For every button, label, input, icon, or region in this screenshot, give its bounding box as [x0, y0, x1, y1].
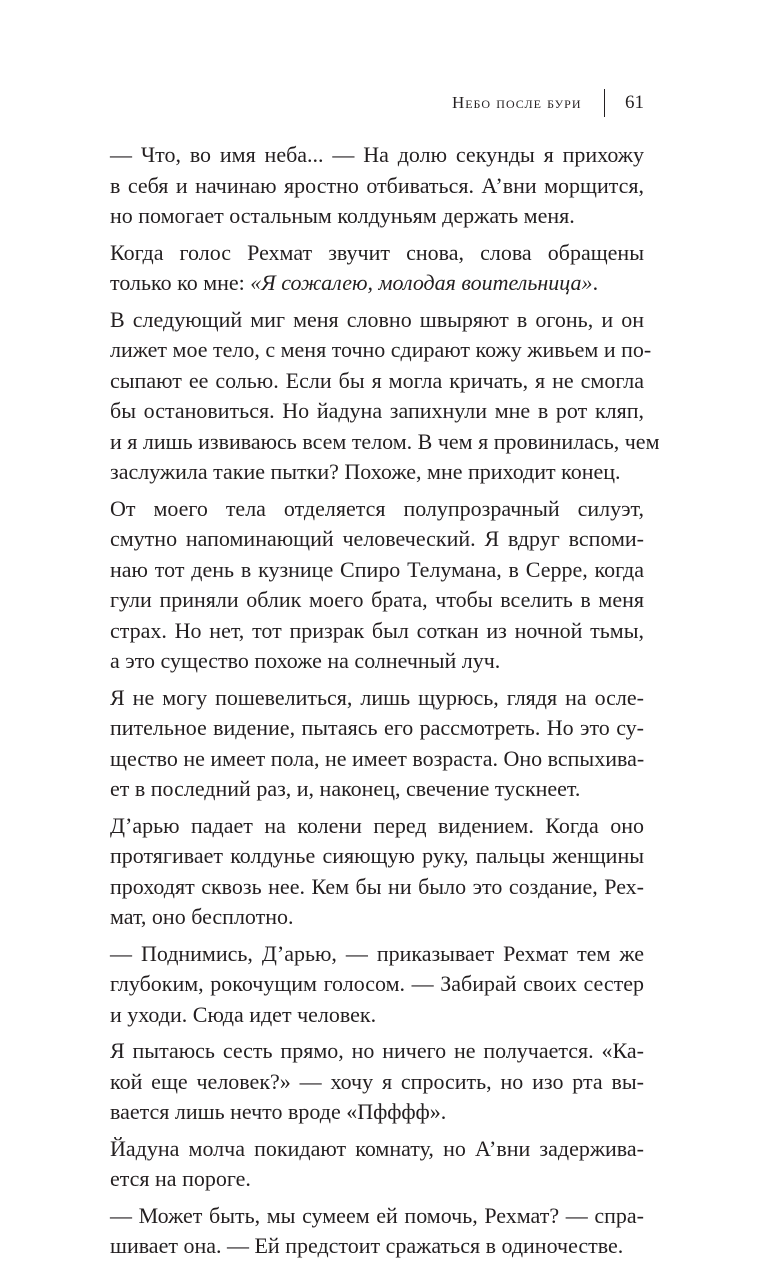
page-number: 61 — [625, 92, 644, 113]
text-line: смутно напоминающий человеческий. Я вдруг вспоми- — [110, 526, 644, 551]
paragraph — [110, 939, 644, 1031]
text-line: и уходи. Сюда идет человек. — [110, 1001, 377, 1027]
text-line: а это существо похоже на солнечный луч. — [110, 648, 501, 673]
text-line — [110, 268, 644, 299]
text-line: наю тот день в кузнице Спиро Телумана, в Серре, когда — [110, 556, 644, 582]
text-line: ет в последний раз, и, наконец, свечение тускнеет. — [110, 776, 581, 801]
text-line: Д’арью падает на колени перед видением. Когда оно — [110, 812, 644, 838]
text-line: но помогает остальным колдуньям держать меня. — [110, 203, 575, 228]
text-line: мат, оно бесплотно. — [110, 904, 294, 929]
paragraph — [110, 238, 644, 299]
text-line: Когда голос Рехмат звучит снова, слова обращены — [110, 239, 644, 265]
text-line: вается лишь нечто вроде «Пфффф». — [110, 1099, 447, 1124]
text-line: пительное видение, пытаясь его рассмотреть. Но это су- — [110, 715, 644, 740]
text-line: В следующий миг меня словно швыряют в огонь, и он — [110, 306, 644, 332]
text-line: глубоким, рокочущим голосом. — Забирай своих сестер — [110, 971, 644, 996]
running-header — [452, 88, 644, 118]
text-line: лижет мое тело, с меня точно сдирают кожу живьем и по- — [110, 337, 652, 362]
paragraph — [110, 811, 644, 933]
text-run: . — [592, 270, 599, 295]
text-line: проходят сквозь нее. Кем бы ни было это создание, Рех- — [110, 873, 644, 899]
text-line: заслужила такие пытки? Похоже, мне приходит конец. — [110, 459, 621, 484]
text-line: кой еще человек?» — хочу я спросить, но изо рта вы- — [110, 1068, 644, 1094]
text-line: и я лишь извиваюсь всем телом. В чем я провинилась, чем — [110, 428, 660, 454]
paragraph — [110, 1201, 644, 1262]
paragraph — [110, 140, 644, 232]
body-text — [110, 140, 660, 1268]
paragraph — [110, 1134, 644, 1195]
text-line: протягивает колдунье сияющую руку, пальцы женщины — [110, 843, 644, 868]
text-line: — Может быть, мы сумеем ей помочь, Рехмат? — спра- — [110, 1202, 644, 1228]
text-line: страх. Но нет, тот призрак был соткан из ночной тьмы, — [110, 617, 644, 643]
text-line: в себя и начинаю яростно отбиваться. А’вни морщится, — [110, 172, 644, 198]
text-run: только ко мне: — [110, 270, 251, 295]
text-line: ется на пороге. — [110, 1166, 251, 1191]
text-line: бы остановиться. Но йадуна запихнули мне в рот кляп, — [110, 398, 644, 423]
text-line: шивает она. — Ей предстоит сражаться в одиночестве. — [110, 1233, 624, 1258]
text-line: щество не имеет пола, не имеет возраста. Оно вспыхива- — [110, 745, 645, 771]
paragraph — [110, 683, 644, 805]
header-divider — [604, 89, 606, 117]
paragraph — [110, 305, 660, 488]
text-line: — Что, во имя неба... — На долю секунды я прихожу — [110, 142, 644, 167]
paragraph — [110, 1036, 644, 1128]
paragraph — [110, 494, 644, 677]
text-line: сыпают ее солью. Если бы я могла кричать, я не смогла — [110, 367, 644, 393]
text-line: — Поднимись, Д’арью, — приказывает Рехмат тем же — [110, 940, 644, 966]
text-line: гули приняли облик моего брата, чтобы вселить в меня — [110, 587, 644, 612]
text-line: Йадуна молча покидают комнату, но А’вни задержива- — [110, 1135, 644, 1161]
text-line: Я не могу пошевелиться, лишь щурюсь, глядя на осле- — [110, 684, 644, 710]
text-line: От моего тела отделяется полупрозрачный силуэт, — [110, 495, 644, 521]
running-title: Небо после бури — [451, 93, 582, 112]
italic-quote: «Я сожалею, молодая воительница» — [250, 270, 593, 295]
text-line: Я пытаюсь сесть прямо, но ничего не получается. «Ка- — [110, 1038, 644, 1063]
